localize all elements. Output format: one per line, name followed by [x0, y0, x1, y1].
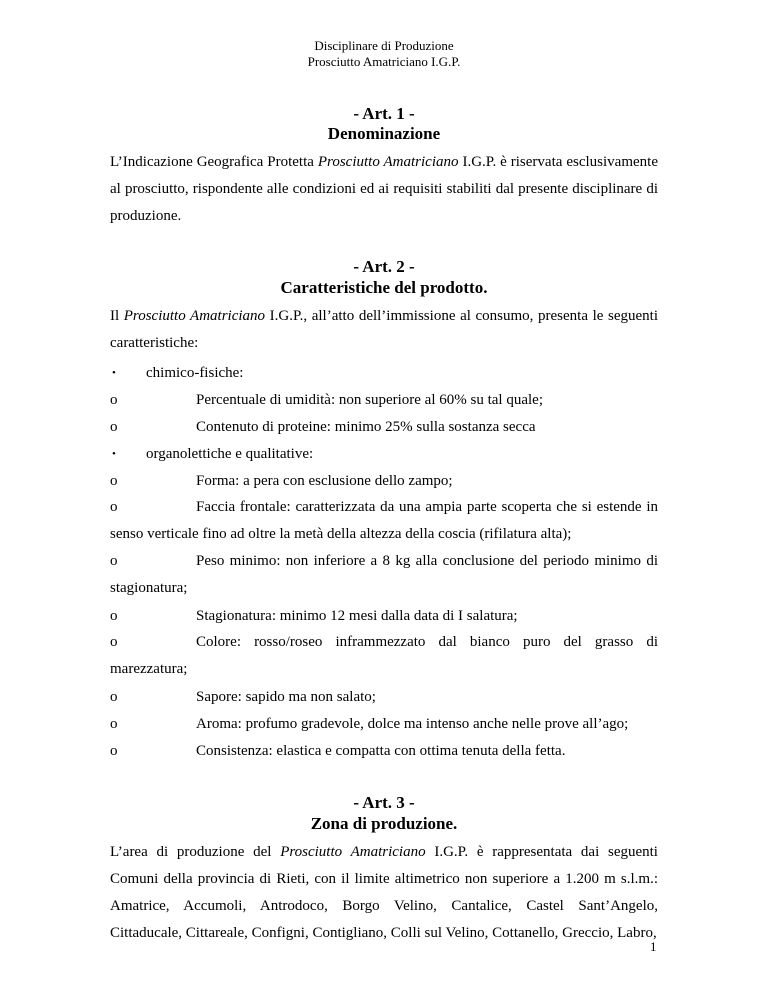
bullet-marker: •: [112, 367, 116, 379]
bullet-label: chimico-fisiche:: [146, 365, 244, 381]
art1-title: Denominazione: [327, 124, 441, 143]
sub-marker: o: [110, 392, 118, 408]
bullet-label: organolettiche e qualitative:: [146, 446, 314, 462]
list-item-text: Percentuale di umidità: non superiore al 60% su tal quale;: [196, 392, 543, 408]
art2-intro-italic: Prosciutto Amatriciano: [123, 308, 266, 324]
sub-marker: o: [110, 499, 118, 515]
list-item-text: Sapore: sapido ma non salato;: [196, 689, 376, 705]
art1-text-b: I.G.P. è riservata esclusivamente al prosciutto, rispondente alle condizioni ed ai requisiti stabiliti dal presente disciplinare di produzione.: [110, 154, 658, 224]
sub-marker: o: [110, 716, 118, 732]
header-line-1: Disciplinare di Produzione: [314, 38, 454, 53]
art3-text-b: I.G.P. è rappresentata dai seguenti Comuni della provincia di Rieti, con il limite altimetrico non superiore a 1.200 m s.l.m.: Amatrice, Accumoli, Antrodoco, Borgo Velino, Cantalice, Castel Sant’Angelo, Cittaducale, Cittareale, Configni, Contigliano, Colli sul Velino, Cottanello, Greccio, Labro,: [110, 844, 658, 941]
art2-title: Caratteristiche del prodotto.: [280, 278, 488, 297]
art1-text-a: L’Indicazione Geografica Protetta: [110, 154, 318, 170]
list-item: [110, 494, 658, 548]
art3-text-a: L’area di produzione del: [110, 844, 281, 860]
list-item-text: Aroma: profumo gradevole, dolce ma intenso anche nelle prove all’ago;: [196, 716, 629, 732]
art2-number: - Art. 2 -: [353, 257, 415, 276]
header-line-2: Prosciutto Amatriciano I.G.P.: [307, 54, 461, 69]
list-item-text: Stagionatura: minimo 12 mesi dalla data di I salatura;: [196, 608, 518, 624]
art3-text-italic: Prosciutto Amatriciano: [280, 844, 426, 860]
art2-intro-b: I.G.P., all’atto dell’immissione al consumo, presenta le seguenti caratteristiche:: [110, 308, 658, 351]
page-header: [0, 38, 768, 70]
sub-marker: o: [110, 553, 118, 569]
art1-text-italic: Prosciutto Amatriciano: [317, 154, 459, 170]
list-item: [110, 629, 658, 683]
art2-intro: [110, 303, 658, 357]
sub-marker: o: [110, 608, 118, 624]
art2-intro-a: Il: [110, 308, 124, 324]
art1-paragraph: [110, 149, 658, 230]
bullet-marker: •: [112, 448, 116, 460]
sub-marker: o: [110, 743, 118, 759]
sub-marker: o: [110, 473, 118, 489]
art3-number: - Art. 3 -: [353, 793, 415, 812]
list-item-text: Peso minimo: non inferiore a 8 kg alla conclusione del periodo minimo di stagionatura;: [110, 553, 658, 596]
art3-paragraph: [110, 839, 658, 947]
list-item-text: Contenuto di proteine: minimo 25% sulla sostanza secca: [196, 419, 536, 435]
sub-marker: o: [110, 634, 118, 650]
list-item-text: Colore: rosso/roseo inframmezzato dal bianco puro del grasso di marezzatura;: [110, 634, 658, 677]
list-item-text: Consistenza: elastica e compatta con ottima tenuta della fetta.: [196, 743, 566, 759]
page-number: 1: [650, 939, 657, 954]
list-item: [110, 548, 658, 602]
art1-number: - Art. 1 -: [353, 104, 415, 123]
list-item-text: Faccia frontale: caratterizzata da una ampia parte scoperta che si estende in senso verticale fino ad oltre la metà della altezza della coscia (rifilatura alta);: [110, 499, 658, 542]
sub-marker: o: [110, 689, 118, 705]
art3-title: Zona di produzione.: [310, 814, 458, 833]
list-item-text: Forma: a pera con esclusione dello zampo;: [196, 473, 453, 489]
sub-marker: o: [110, 419, 118, 435]
